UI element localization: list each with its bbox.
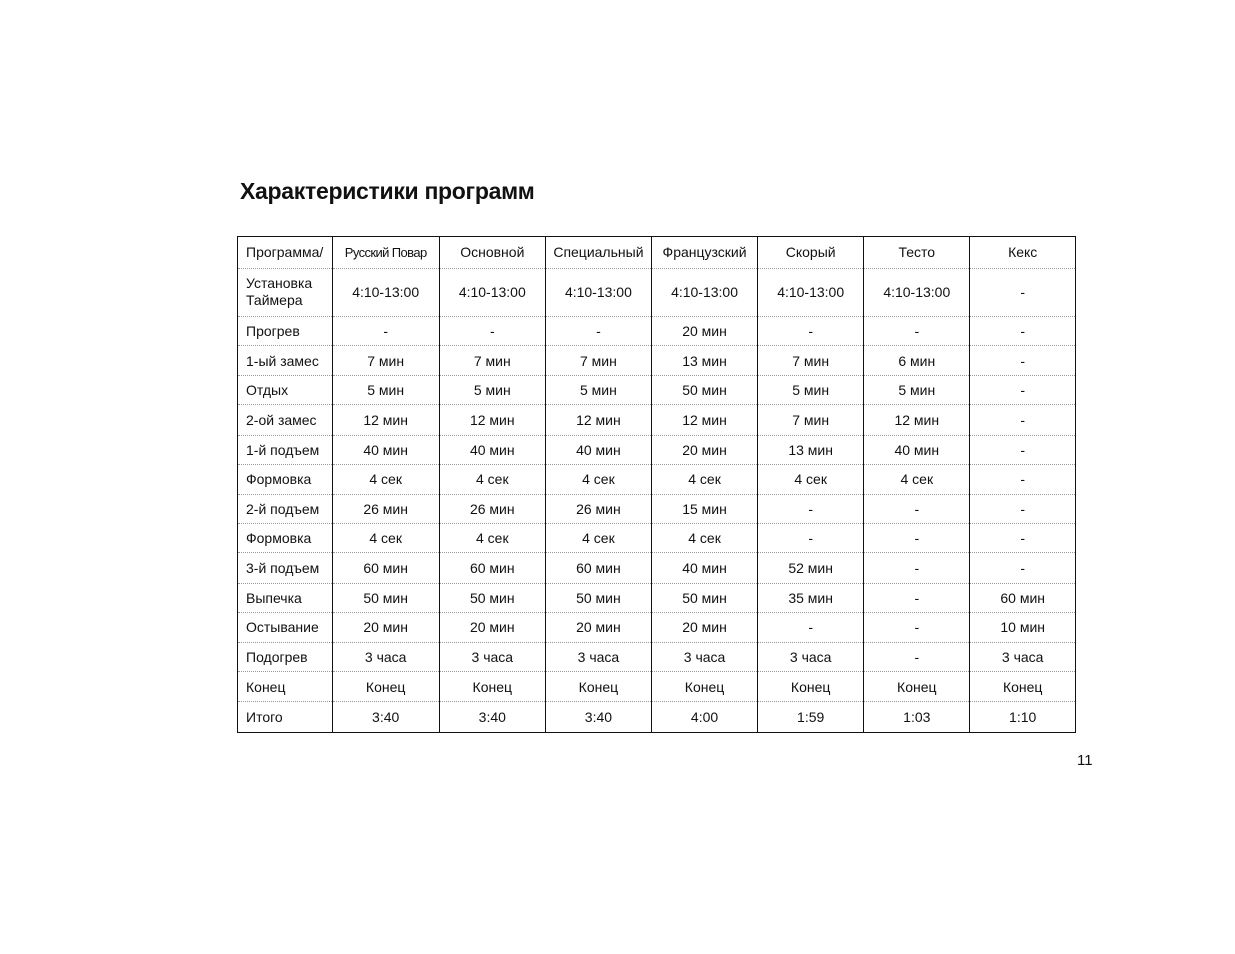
row-label: Итого — [238, 702, 332, 732]
program-table-grid — [238, 237, 1075, 732]
row-label: Прогрев — [238, 316, 332, 345]
table-cell: 10 мин — [970, 612, 1075, 642]
row-label: 1-й подъем — [238, 435, 332, 464]
column-header: Французский — [651, 237, 757, 268]
row-label: 1-ый замес — [238, 346, 332, 376]
table-row — [238, 642, 1075, 671]
table-cell: - — [970, 464, 1075, 494]
table-cell: - — [970, 405, 1075, 435]
table-cell: - — [545, 316, 651, 345]
table-row — [238, 612, 1075, 642]
column-header: Скорый — [758, 237, 864, 268]
table-cell: 20 мин — [651, 612, 757, 642]
table-cell: - — [864, 316, 970, 345]
table-cell: Конец — [545, 672, 651, 702]
column-header: Основной — [439, 237, 545, 268]
row-label: 2-й подъем — [238, 495, 332, 524]
row-label: Подогрев — [238, 642, 332, 671]
table-cell: 4 сек — [864, 464, 970, 494]
table-cell: - — [864, 583, 970, 612]
table-row — [238, 495, 1075, 524]
table-cell: - — [970, 346, 1075, 376]
table-cell: 26 мин — [439, 495, 545, 524]
table-cell: - — [758, 612, 864, 642]
table-row — [238, 346, 1075, 376]
table-cell: 60 мин — [332, 553, 439, 583]
row-label: Формовка — [238, 524, 332, 553]
table-cell: Конец — [758, 672, 864, 702]
table-cell: 5 мин — [545, 376, 651, 405]
table-cell: 3 часа — [758, 642, 864, 671]
column-header: Кекс — [970, 237, 1075, 268]
table-cell: 50 мин — [651, 376, 757, 405]
table-cell: 3 часа — [439, 642, 545, 671]
row-label: Остывание — [238, 612, 332, 642]
table-cell: 4 сек — [439, 524, 545, 553]
table-cell: 50 мин — [545, 583, 651, 612]
table-cell: - — [864, 553, 970, 583]
table-cell: - — [970, 553, 1075, 583]
table-cell: - — [332, 316, 439, 345]
table-cell: 40 мин — [439, 435, 545, 464]
table-cell: 5 мин — [758, 376, 864, 405]
table-cell: 13 мин — [758, 435, 864, 464]
table-header-row — [238, 237, 1075, 268]
table-row — [238, 524, 1075, 553]
table-cell: - — [758, 316, 864, 345]
table-cell: 20 мин — [651, 316, 757, 345]
column-header: Программа/ — [246, 244, 324, 261]
table-cell: - — [970, 495, 1075, 524]
table-cell: 3 часа — [332, 642, 439, 671]
row-label: Установка Таймера — [238, 268, 332, 316]
table-cell: 7 мин — [545, 346, 651, 376]
table-cell: 12 мин — [864, 405, 970, 435]
column-header: Тесто — [864, 237, 970, 268]
table-cell: - — [864, 495, 970, 524]
table-cell: 50 мин — [332, 583, 439, 612]
table-cell: 15 мин — [651, 495, 757, 524]
table-cell: - — [970, 376, 1075, 405]
page-number: 11 — [1077, 752, 1093, 769]
table-cell: 7 мин — [332, 346, 439, 376]
table-cell: 1:10 — [970, 702, 1075, 732]
table-cell: Конец — [970, 672, 1075, 702]
table-cell: - — [439, 316, 545, 345]
table-cell: 4:10-13:00 — [439, 268, 545, 316]
table-cell: 20 мин — [545, 612, 651, 642]
table-cell: 1:03 — [864, 702, 970, 732]
table-cell: 4:10-13:00 — [545, 268, 651, 316]
table-cell: - — [864, 642, 970, 671]
table-cell: - — [970, 524, 1075, 553]
table-cell: 20 мин — [651, 435, 757, 464]
table-row — [238, 316, 1075, 345]
column-header: Специальный — [545, 237, 651, 268]
table-cell: 12 мин — [439, 405, 545, 435]
table-row — [238, 553, 1075, 583]
table-cell: - — [864, 612, 970, 642]
table-cell: 60 мин — [970, 583, 1075, 612]
table-cell: 3 часа — [545, 642, 651, 671]
table-cell: 5 мин — [439, 376, 545, 405]
table-cell: 35 мин — [758, 583, 864, 612]
table-cell: 4 сек — [545, 524, 651, 553]
table-cell: 5 мин — [332, 376, 439, 405]
column-header: Русский Повар — [332, 237, 439, 268]
table-cell: 4 сек — [332, 524, 439, 553]
table-cell: 4 сек — [545, 464, 651, 494]
table-cell: 40 мин — [864, 435, 970, 464]
table-cell: - — [970, 268, 1075, 316]
table-cell: 4:10-13:00 — [332, 268, 439, 316]
table-cell: 3:40 — [439, 702, 545, 732]
table-cell: 7 мин — [758, 346, 864, 376]
table-row — [238, 268, 1075, 316]
table-cell: 3:40 — [545, 702, 651, 732]
table-row — [238, 464, 1075, 494]
table-cell: - — [970, 435, 1075, 464]
row-label: 3-й подъем — [238, 553, 332, 583]
table-cell: Конец — [332, 672, 439, 702]
table-cell: 4 сек — [651, 524, 757, 553]
table-cell: Конец — [439, 672, 545, 702]
page-title: Характеристики программ — [240, 178, 535, 204]
table-row — [238, 376, 1075, 405]
table-cell: 6 мин — [864, 346, 970, 376]
row-label: Формовка — [238, 464, 332, 494]
table-cell: 4:10-13:00 — [651, 268, 757, 316]
table-cell: 7 мин — [758, 405, 864, 435]
table-cell: - — [758, 495, 864, 524]
row-label: Конец — [238, 672, 332, 702]
table-cell: 50 мин — [439, 583, 545, 612]
table-cell: - — [970, 316, 1075, 345]
table-row — [238, 702, 1075, 732]
table-cell: 60 мин — [545, 553, 651, 583]
row-label: Отдых — [238, 376, 332, 405]
table-cell: 26 мин — [545, 495, 651, 524]
table-cell: 40 мин — [651, 553, 757, 583]
table-cell: - — [758, 524, 864, 553]
table-cell: 4 сек — [439, 464, 545, 494]
table-cell: 60 мин — [439, 553, 545, 583]
table-cell: 3 часа — [651, 642, 757, 671]
table-cell: 13 мин — [651, 346, 757, 376]
table-cell: - — [864, 524, 970, 553]
table-cell: 40 мин — [545, 435, 651, 464]
table-cell: 12 мин — [332, 405, 439, 435]
table-cell: 4 сек — [332, 464, 439, 494]
table-cell: 12 мин — [545, 405, 651, 435]
table-cell: Конец — [864, 672, 970, 702]
table-row — [238, 405, 1075, 435]
table-cell: 20 мин — [439, 612, 545, 642]
table-row — [238, 583, 1075, 612]
table-cell: 4:10-13:00 — [864, 268, 970, 316]
table-cell: 4:10-13:00 — [758, 268, 864, 316]
table-cell: 5 мин — [864, 376, 970, 405]
row-label: 2-ой замес — [238, 405, 332, 435]
table-cell: Конец — [651, 672, 757, 702]
table-row — [238, 672, 1075, 702]
table-cell: 1:59 — [758, 702, 864, 732]
row-label: Выпечка — [238, 583, 332, 612]
table-cell: 4 сек — [651, 464, 757, 494]
table-cell: 7 мин — [439, 346, 545, 376]
table-cell: 3:40 — [332, 702, 439, 732]
table-cell: 26 мин — [332, 495, 439, 524]
table-cell: 4 сек — [758, 464, 864, 494]
table-cell: 3 часа — [970, 642, 1075, 671]
table-cell: 12 мин — [651, 405, 757, 435]
table-cell: 20 мин — [332, 612, 439, 642]
table-row — [238, 435, 1075, 464]
program-characteristics-table — [237, 236, 1076, 733]
table-cell: 52 мин — [758, 553, 864, 583]
table-cell: 4:00 — [651, 702, 757, 732]
table-cell: 40 мин — [332, 435, 439, 464]
table-cell: 50 мин — [651, 583, 757, 612]
